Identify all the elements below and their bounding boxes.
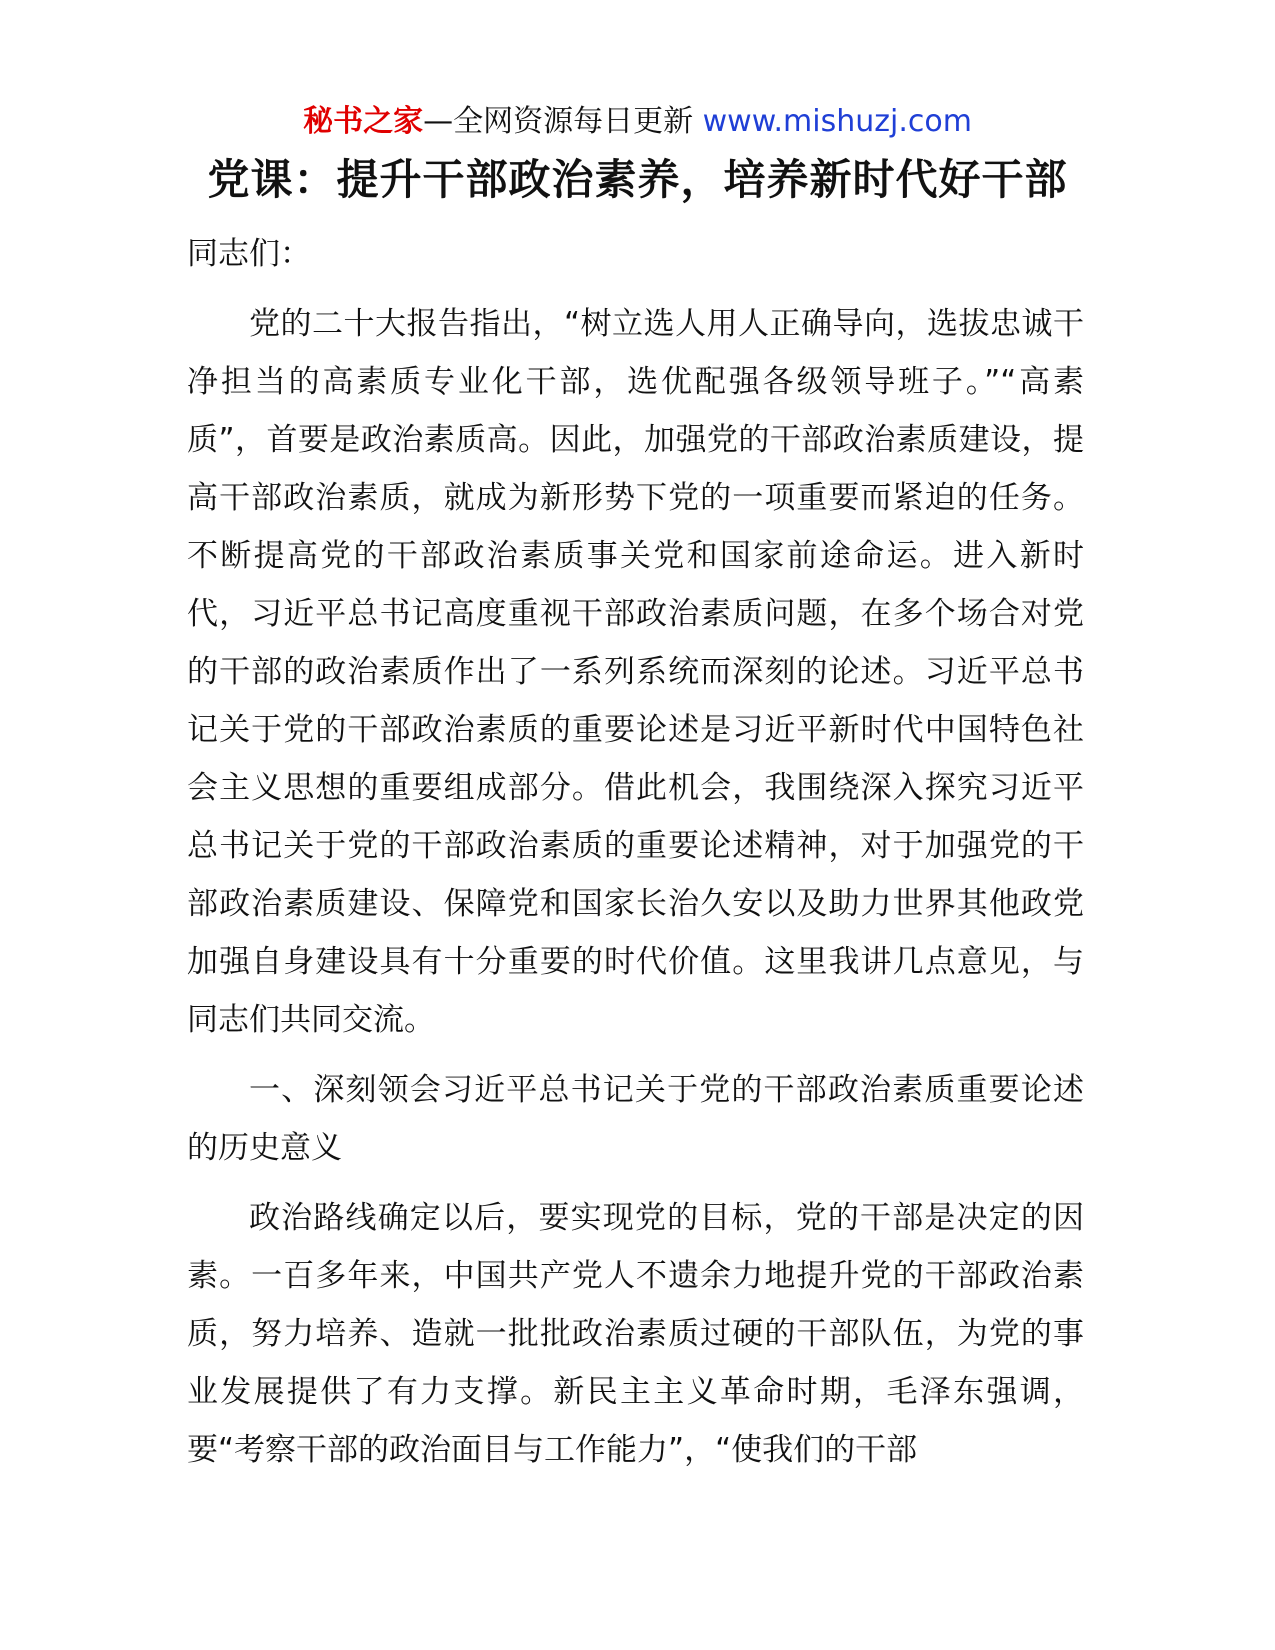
section-heading: 一、深刻领会习近平总书记关于党的干部政治素质重要论述的历史意义 xyxy=(187,1072,1084,1166)
brand-name: 秘书之家 xyxy=(303,104,424,139)
document-body xyxy=(187,225,1084,1491)
salutation: 同志们： xyxy=(187,236,311,272)
document-title: 党课：提升干部政治素养，培养新时代好干部 xyxy=(207,155,1068,204)
body-paragraph: 党的二十大报告指出，“树立选人用人正确导向，选拔忠诚干净担当的高素质专业化干部，选优配强各级领导班子。”“高素质”，首要是政治素质高。因此，加强党的干部政治素质建设，提高干部政治素质，就成为新形势下党的一项重要而紧迫的任务。不断提高党的干部政治素质事关党和国家前途命运。进入新时代，习近平总书记高度重视干部政治素质问题，在多个场合对党的干部的政治素质作出了一系列系统而深刻的论述。习近平总书记关于党的干部政治素质的重要论述是习近平新时代中国特色社会主义思想的重要组成部分。借此机会，我围绕深入探究习近平总书记关于党的干部政治素质的重要论述精神，对于加强党的干部政治素质建设、保障党和国家长治久安以及助力世界其他政党加强自身建设具有十分重要的时代价值。这里我讲几点意见，与同志们共同交流。 xyxy=(187,306,1084,1038)
site-url-link[interactable]: www.mishuzj.com xyxy=(702,104,972,139)
body-paragraph: 政治路线确定以后，要实现党的目标，党的干部是决定的因素。一百多年来，中国共产党人不遗余力地提升党的干部政治素质，努力培养、造就一批批政治素质过硬的干部队伍，为党的事业发展提供了有力支撑。新民主主义革命时期，毛泽东强调，要“考察干部的政治面目与工作能力”，“使我们的干部 xyxy=(187,1200,1084,1468)
brand-tagline: —全网资源每日更新 xyxy=(423,104,694,139)
site-banner xyxy=(0,102,1275,142)
